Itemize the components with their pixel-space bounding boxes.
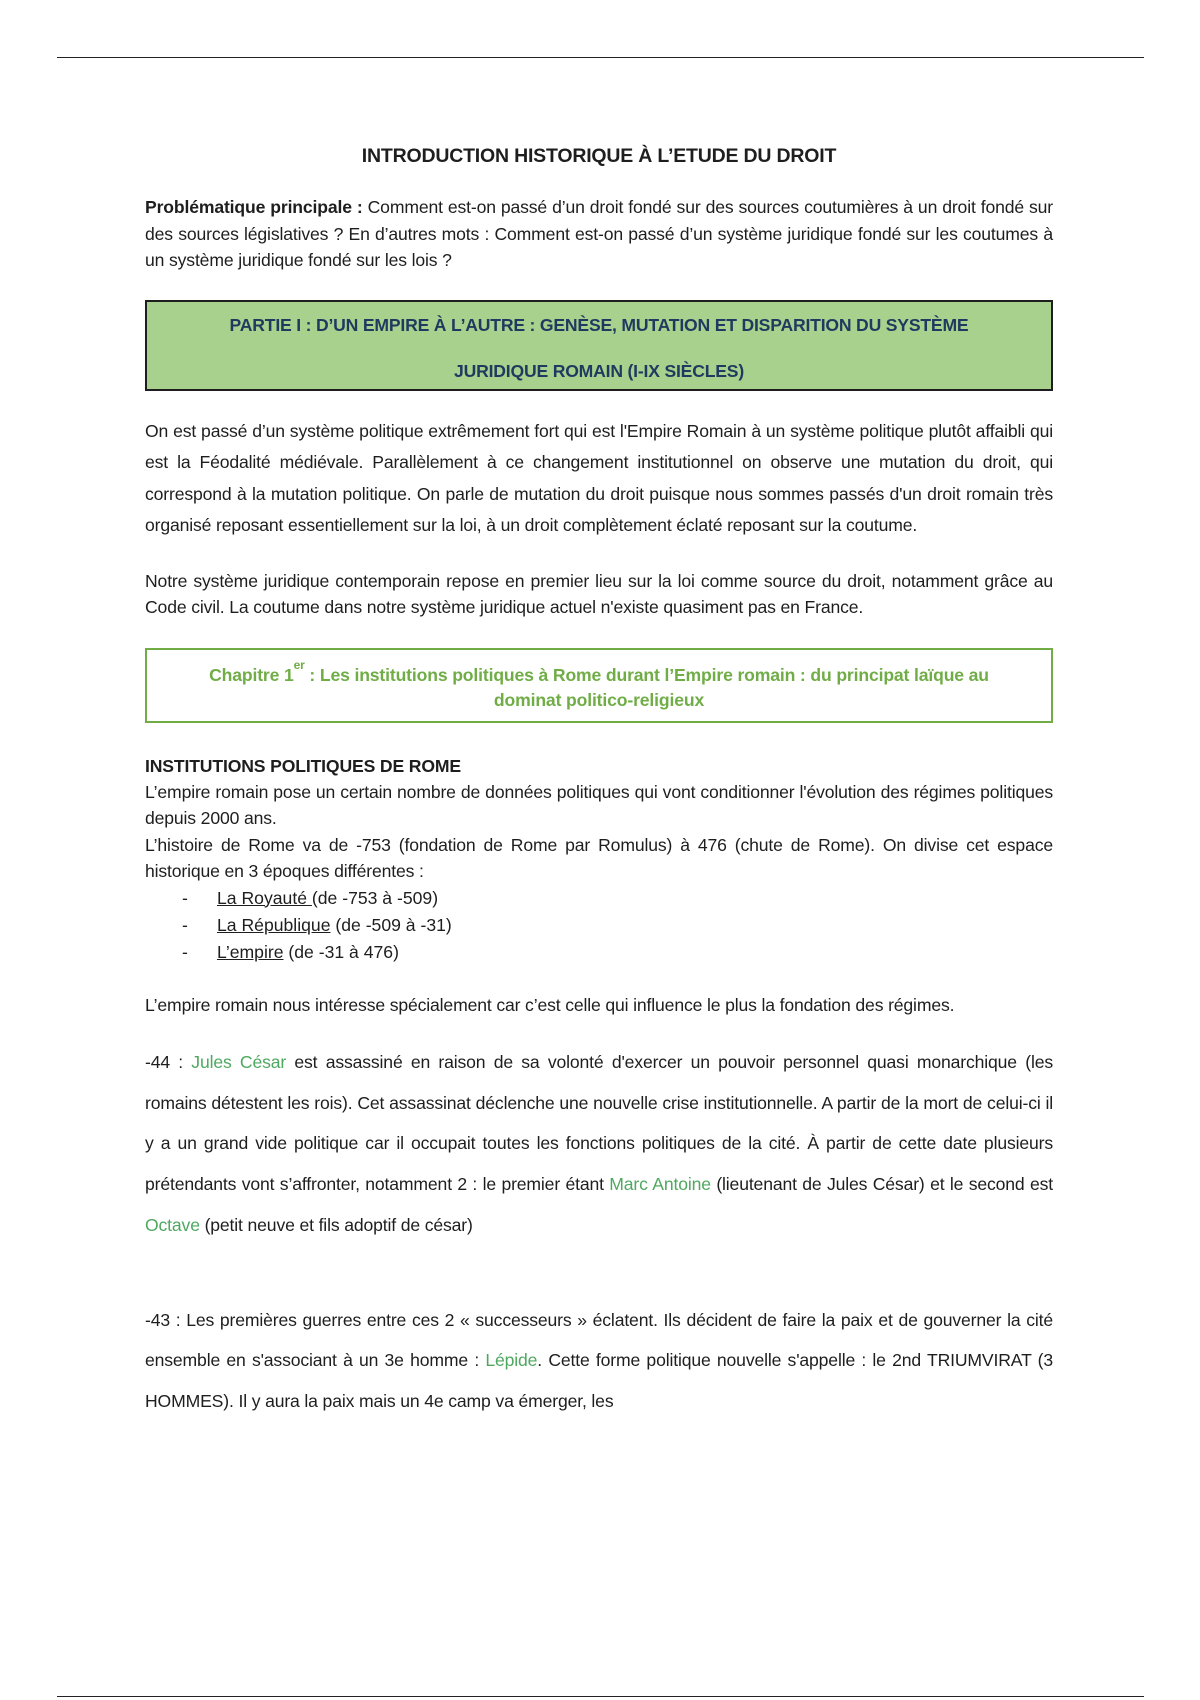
epoch-range: (de -509 à -31) [330,914,452,935]
person-name-marc-antoine: Marc Antoine [609,1174,711,1195]
epoch-name: L’empire [217,941,284,962]
paragraph-donnees-politiques: L’empire romain pose un certain nombre de données politiques qui vont conditionner l'évolution des régimes politiques depuis 2000 ans. [145,781,1053,828]
text-segment: (petit neuve et fils adoptif de césar) [199,1214,473,1235]
text-segment: est assassiné en raison de sa volonté d'exercer un pouvoir personnel quasi monarchique (les romains détestent les rois). Cet assassinat déclenche une nouvelle crise institutionnelle. A partir de la mort de celui-ci il y a un grand vide politique car il occupait toutes les fonctions politiques de la cité. À partir de cette date plusieurs prétendants vont s’affronter, notamment 2 : le premier étant [145,1052,1053,1195]
text-segment: (lieutenant de Jules César) et le second est [710,1174,1053,1195]
chapter-prefix: Chapitre 1 [209,664,294,685]
text-segment: -43 : Les premières guerres entre ces 2 « successeurs » éclatent. Ils décident de faire la paix et de gouverner la cité ensemble en s'associant à un 3e homme : [145,1309,1053,1371]
part-heading-line2: JURIDIQUE ROMAIN (I-IX SIÈCLES) [454,360,744,381]
person-name-jules-cesar: Jules César [191,1052,287,1072]
epoch-name: La Royauté [217,887,312,908]
chapter-heading-line1 [147,657,1051,688]
list-dash: - [182,914,188,935]
problematique-text: Comment est-on passé d’un droit fondé sur des sources coutumières à un droit fondé sur des sources législatives ? En d’autres mots : Comment est-on passé d’un système juridique fondé sur les coutumes à un système juridique fondé sur les lois ? [145,197,1053,270]
section-title: INSTITUTIONS POLITIQUES DE ROME [145,755,461,776]
list-dash: - [182,887,188,908]
text-segment: . Cette forme politique nouvelle s'appelle : le 2nd TRIUMVIRAT (3 HOMMES). Il y aura la paix mais un 4e camp va émerger, les [145,1350,1054,1411]
paragraph-empire-romain-interet: L’empire romain nous intéresse spécialement car c’est celle qui influence le plus la fondation des régimes. [145,994,955,1015]
epoch-range: (de -31 à 476) [283,941,399,962]
top-rule [57,57,1144,58]
document-title: INTRODUCTION HISTORIQUE À L’ETUDE DU DROIT [361,145,837,167]
paragraph-systeme-contemporain: Notre système juridique contemporain repose en premier lieu sur la loi comme source du droit, notamment grâce au Code civil. La coutume dans notre système juridique actuel n'existe quasiment pas en France. [145,570,1053,617]
person-name-octave: Octave [145,1214,200,1235]
paragraph-empire-feodalite: On est passé d’un système politique extrêmement fort qui est l'Empire Romain à un système politique plutôt affaibli qui est la Féodalité médiévale. Parallèlement à ce changement institutionnel on observe une mutation du droit, qui correspond à la mutation politique. On parle de mutation du droit puisque nous sommes passés d'un droit romain très organisé reposant essentiellement sur la loi, à un droit complètement éclaté reposant sur la coutume. [145,420,1053,535]
chapter-title-rest: : Les institutions politiques à Rome durant l’Empire romain : du principat laïque au [304,664,989,685]
problematique-label: Problématique principale : [145,197,363,217]
person-name-lepide: Lépide [485,1350,538,1371]
chapter-superscript: er [293,657,305,672]
epoch-name: La République [217,914,331,935]
list-item [145,939,1053,966]
list-dash: - [182,941,188,962]
chapter-heading-line2: dominat politico-religieux [493,690,705,711]
epochs-list [145,885,1053,966]
text-segment: -44 : [145,1052,192,1072]
chapter-heading-box [145,648,1053,723]
part-heading-line1: PARTIE I : D’UN EMPIRE À L’AUTRE : GENÈSE, MUTATION ET DISPARITION DU SYSTÈME [229,314,969,335]
page-content [145,145,1053,1422]
paragraph-annee-44 [145,1042,1053,1246]
list-item [145,885,1053,912]
problematique-paragraph [145,194,1053,274]
list-item [145,912,1053,939]
paragraph-histoire-rome: L’histoire de Rome va de -753 (fondation de Rome par Romulus) à 476 (chute de Rome). On divise cet espace historique en 3 époques différentes : [145,834,1053,881]
epoch-range: (de -753 à -509) [311,887,439,908]
part-heading-box [145,300,1053,391]
paragraph-annee-43 [145,1300,1053,1422]
bottom-rule [57,1696,1144,1697]
